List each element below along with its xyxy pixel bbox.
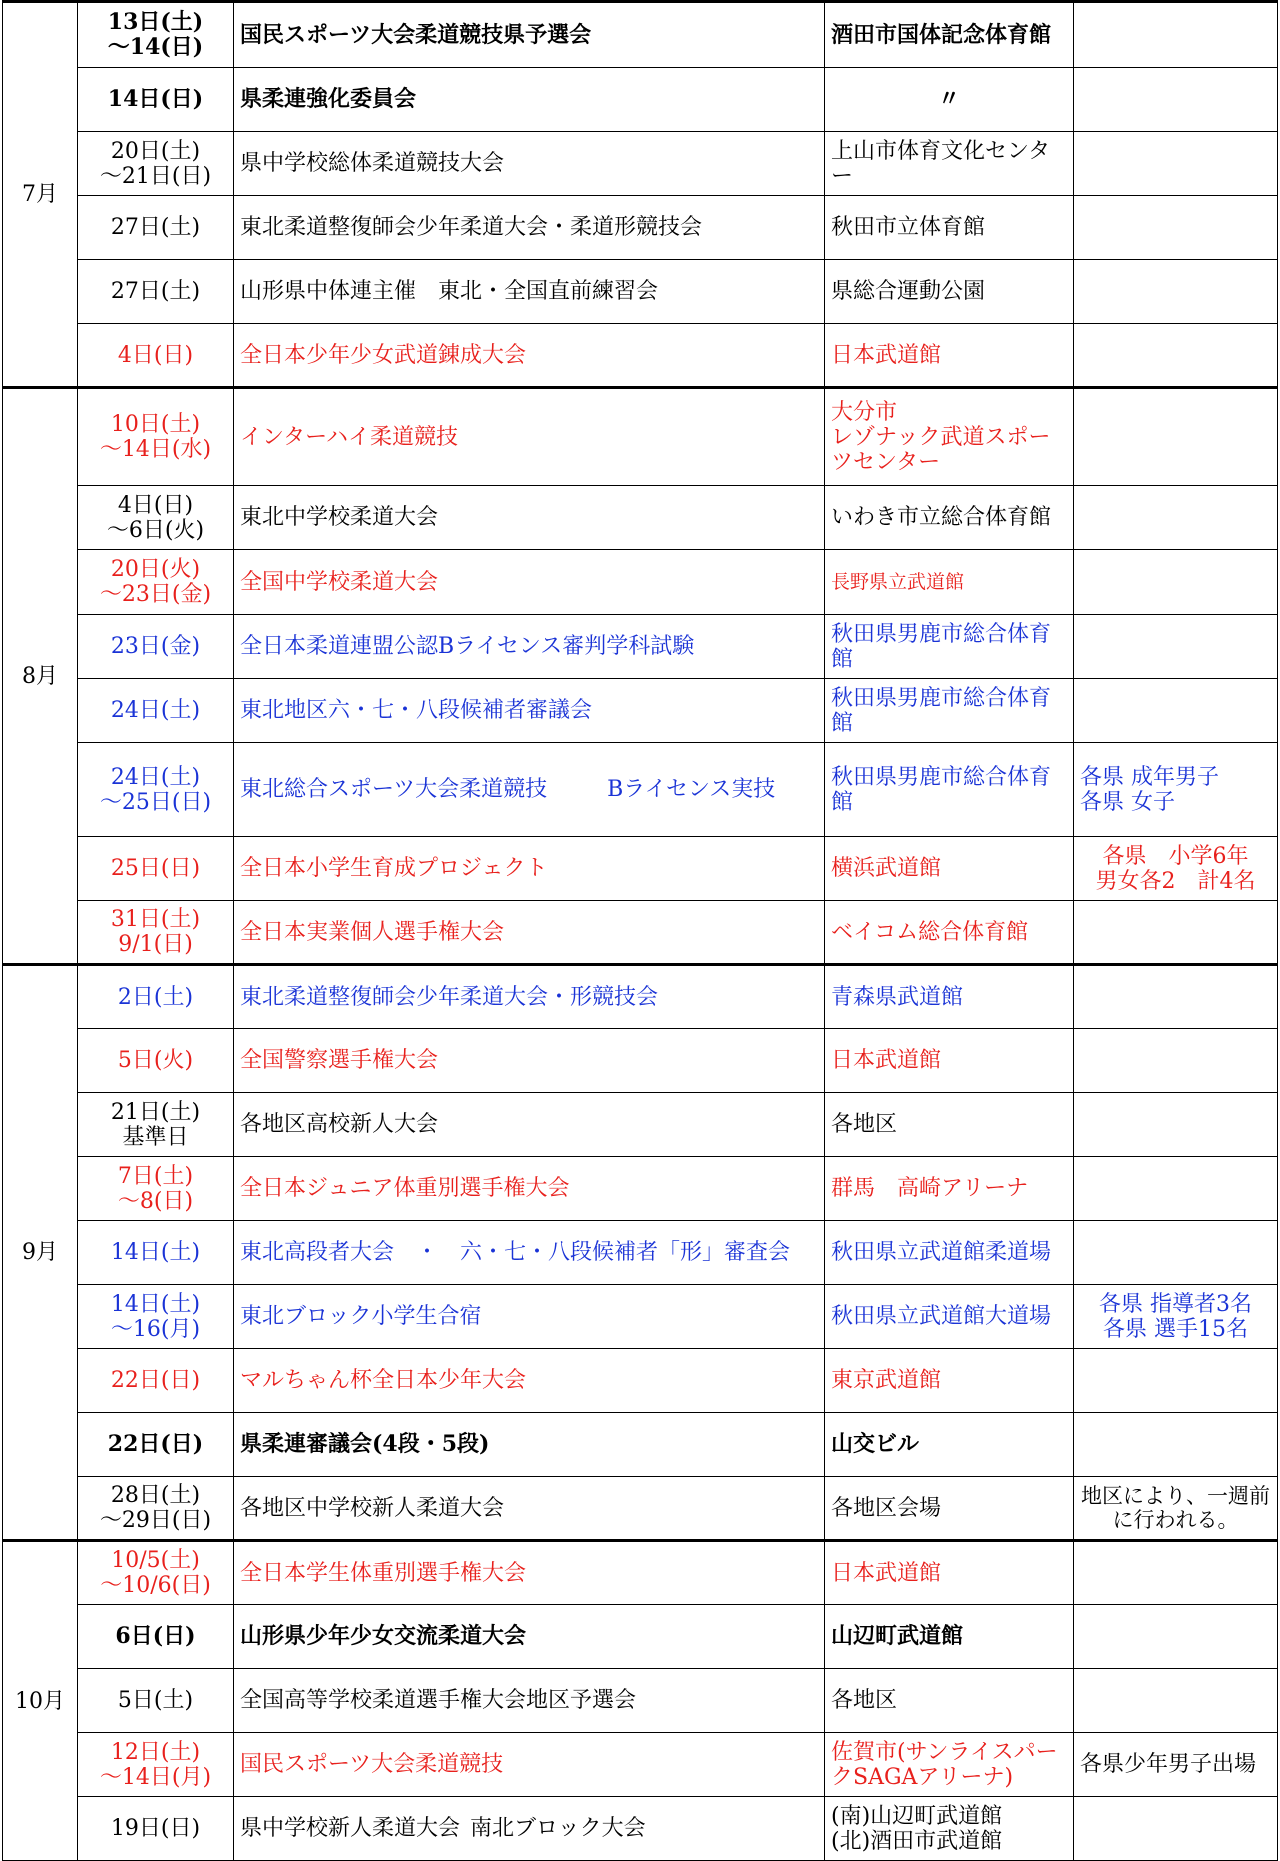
note-cell	[1074, 486, 1278, 550]
event-cell: 全国中学校柔道大会	[234, 550, 825, 615]
venue-cell: 横浜武道館	[825, 837, 1074, 901]
date-cell: 20日(火) ～23日(金)	[78, 550, 234, 615]
table-row	[3, 1605, 1278, 1669]
note-cell	[1074, 550, 1278, 615]
venue-cell: 青森県武道館	[825, 965, 1074, 1029]
event-cell: 県柔連審議会(4段・5段)	[234, 1413, 825, 1477]
table-row	[3, 965, 1278, 1029]
venue-cell: 各地区会場	[825, 1477, 1074, 1541]
date-cell: 22日(日)	[78, 1413, 234, 1477]
venue-cell: 秋田県男鹿市総合体育館	[825, 615, 1074, 679]
event-cell	[234, 743, 825, 837]
table-row	[3, 1349, 1278, 1413]
table-row	[3, 679, 1278, 743]
date-cell: 27日(土)	[78, 196, 234, 260]
venue-cell: 各地区	[825, 1669, 1074, 1733]
event-cell: 山形県少年少女交流柔道大会	[234, 1605, 825, 1669]
note-cell	[1074, 196, 1278, 260]
event-cell: 山形県中体連主催 東北・全国直前練習会	[234, 260, 825, 324]
note-cell: 地区により、一週前 に行われる。	[1074, 1477, 1278, 1541]
table-row	[3, 486, 1278, 550]
event-cell: 東北柔道整復師会少年柔道大会・形競技会	[234, 965, 825, 1029]
table-row	[3, 743, 1278, 837]
venue-cell: 山辺町武道館	[825, 1605, 1074, 1669]
venue-cell: (南)山辺町武道館 (北)酒田市武道館	[825, 1797, 1074, 1861]
venue-cell: 上山市体育文化センター	[825, 132, 1074, 196]
table-row	[3, 1477, 1278, 1541]
table-row	[3, 132, 1278, 196]
table-row	[3, 837, 1278, 901]
event-cell: 東北中学校柔道大会	[234, 486, 825, 550]
date-cell: 31日(土) 9/1(日)	[78, 901, 234, 965]
date-cell: 21日(土) 基準日	[78, 1093, 234, 1157]
note-cell	[1074, 1541, 1278, 1605]
table-row	[3, 2, 1278, 68]
venue-cell: 秋田市立体育館	[825, 196, 1074, 260]
table-row	[3, 260, 1278, 324]
venue-cell: 長野県立武道館	[825, 550, 1074, 615]
note-cell	[1074, 2, 1278, 68]
note-cell	[1074, 132, 1278, 196]
note-cell	[1074, 1093, 1278, 1157]
date-cell: 23日(金)	[78, 615, 234, 679]
table-row	[3, 1285, 1278, 1349]
table-row	[3, 196, 1278, 260]
note-cell	[1074, 679, 1278, 743]
note-cell	[1074, 1029, 1278, 1093]
venue-cell: 秋田県立武道館大道場	[825, 1285, 1074, 1349]
note-cell	[1074, 1157, 1278, 1221]
table-row	[3, 1093, 1278, 1157]
event-cell: 東北柔道整復師会少年柔道大会・柔道形競技会	[234, 196, 825, 260]
note-cell	[1074, 324, 1278, 388]
note-cell	[1074, 1669, 1278, 1733]
venue-cell: ベイコム総合体育館	[825, 901, 1074, 965]
date-cell: 5日(土)	[78, 1669, 234, 1733]
venue-cell: 群馬 高崎アリーナ	[825, 1157, 1074, 1221]
date-cell: 5日(火)	[78, 1029, 234, 1093]
date-cell: 20日(土) ～21日(日)	[78, 132, 234, 196]
venue-cell: 日本武道館	[825, 324, 1074, 388]
venue-cell: 東京武道館	[825, 1349, 1074, 1413]
table-row	[3, 1413, 1278, 1477]
event-cell: マルちゃん杯全日本少年大会	[234, 1349, 825, 1413]
table-row	[3, 1733, 1278, 1797]
table-row	[3, 1157, 1278, 1221]
note-cell	[1074, 615, 1278, 679]
month-cell: 9月	[3, 965, 78, 1541]
table-row	[3, 550, 1278, 615]
event-cell: 県中学校総体柔道競技大会	[234, 132, 825, 196]
event-extra-text: 南北ブロック大会	[470, 1816, 646, 1841]
event-cell: 全日本小学生育成プロジェクト	[234, 837, 825, 901]
venue-cell: 〃	[825, 68, 1074, 132]
note-cell	[1074, 260, 1278, 324]
event-cell: 東北ブロック小学生合宿	[234, 1285, 825, 1349]
event-cell: 県柔連強化委員会	[234, 68, 825, 132]
event-cell: 全日本学生体重別選手権大会	[234, 1541, 825, 1605]
event-cell: 各地区中学校新人柔道大会	[234, 1477, 825, 1541]
venue-cell: 秋田県男鹿市総合体育館	[825, 679, 1074, 743]
note-cell	[1074, 965, 1278, 1029]
date-cell: 24日(土) ～25日(日)	[78, 743, 234, 837]
event-cell: 全国高等学校柔道選手権大会地区予選会	[234, 1669, 825, 1733]
date-cell: 4日(日) ～6日(火)	[78, 486, 234, 550]
table-row	[3, 324, 1278, 388]
note-cell	[1074, 1413, 1278, 1477]
event-cell: 全日本柔道連盟公認Bライセンス審判学科試験	[234, 615, 825, 679]
note-cell	[1074, 1349, 1278, 1413]
date-cell: 19日(日)	[78, 1797, 234, 1861]
event-cell: 東北地区六・七・八段候補者審議会	[234, 679, 825, 743]
date-cell: 27日(土)	[78, 260, 234, 324]
date-cell: 24日(土)	[78, 679, 234, 743]
event-cell: 全日本ジュニア体重別選手権大会	[234, 1157, 825, 1221]
event-text: 東北総合スポーツ大会柔道競技	[240, 777, 548, 802]
month-cell: 8月	[3, 388, 78, 965]
date-cell: 14日(土) ～16(月)	[78, 1285, 234, 1349]
event-cell	[234, 1797, 825, 1861]
date-cell: 10/5(土) ～10/6(日)	[78, 1541, 234, 1605]
date-cell: 6日(日)	[78, 1605, 234, 1669]
venue-cell: 大分市 レゾナック武道スポーツセンター	[825, 388, 1074, 486]
note-cell	[1074, 901, 1278, 965]
note-cell	[1074, 68, 1278, 132]
event-extra-text: Bライセンス実技	[607, 777, 776, 802]
event-cell: 全日本実業個人選手権大会	[234, 901, 825, 965]
table-row	[3, 1669, 1278, 1733]
event-cell: インターハイ柔道競技	[234, 388, 825, 486]
date-cell: 22日(日)	[78, 1349, 234, 1413]
date-cell: 14日(日)	[78, 68, 234, 132]
venue-cell: 酒田市国体記念体育館	[825, 2, 1074, 68]
date-cell: 10日(土) ～14日(水)	[78, 388, 234, 486]
event-cell: 全日本少年少女武道錬成大会	[234, 324, 825, 388]
venue-cell: 各地区	[825, 1093, 1074, 1157]
venue-cell: 秋田県立武道館柔道場	[825, 1221, 1074, 1285]
note-cell: 各県 成年男子 各県 女子	[1074, 743, 1278, 837]
note-cell: 各県少年男子出場	[1074, 1733, 1278, 1797]
note-cell	[1074, 1797, 1278, 1861]
venue-cell: 日本武道館	[825, 1541, 1074, 1605]
date-cell: 25日(日)	[78, 837, 234, 901]
venue-cell: 県総合運動公園	[825, 260, 1074, 324]
note-cell: 各県 小学6年 男女各2 計4名	[1074, 837, 1278, 901]
note-cell	[1074, 1605, 1278, 1669]
table-row	[3, 1221, 1278, 1285]
venue-cell: 佐賀市(サンライスパークSAGAアリーナ)	[825, 1733, 1074, 1797]
table-row	[3, 1797, 1278, 1861]
date-cell: 2日(土)	[78, 965, 234, 1029]
venue-cell: 山交ビル	[825, 1413, 1074, 1477]
schedule-table	[2, 0, 1278, 1861]
month-cell: 7月	[3, 2, 78, 388]
date-cell: 12日(土) ～14日(月)	[78, 1733, 234, 1797]
event-cell: 国民スポーツ大会柔道競技県予選会	[234, 2, 825, 68]
venue-cell: いわき市立総合体育館	[825, 486, 1074, 550]
date-cell: 14日(土)	[78, 1221, 234, 1285]
note-cell	[1074, 388, 1278, 486]
event-text: 県中学校新人柔道大会	[240, 1816, 461, 1841]
event-cell: 国民スポーツ大会柔道競技	[234, 1733, 825, 1797]
table-row	[3, 615, 1278, 679]
date-cell: 13日(土) ～14(日)	[78, 2, 234, 68]
date-cell: 7日(土) ～8(日)	[78, 1157, 234, 1221]
date-cell: 4日(日)	[78, 324, 234, 388]
table-row	[3, 1541, 1278, 1605]
note-cell: 各県 指導者3名 各県 選手15名	[1074, 1285, 1278, 1349]
month-cell: 10月	[3, 1541, 78, 1861]
table-row	[3, 388, 1278, 486]
date-cell: 28日(土) ～29日(日)	[78, 1477, 234, 1541]
event-cell: 東北高段者大会 ・ 六・七・八段候補者「形」審査会	[234, 1221, 825, 1285]
table-row	[3, 901, 1278, 965]
venue-cell: 日本武道館	[825, 1029, 1074, 1093]
table-row	[3, 1029, 1278, 1093]
venue-cell: 秋田県男鹿市総合体育館	[825, 743, 1074, 837]
event-cell: 各地区高校新人大会	[234, 1093, 825, 1157]
note-cell	[1074, 1221, 1278, 1285]
table-row	[3, 68, 1278, 132]
event-cell: 全国警察選手権大会	[234, 1029, 825, 1093]
